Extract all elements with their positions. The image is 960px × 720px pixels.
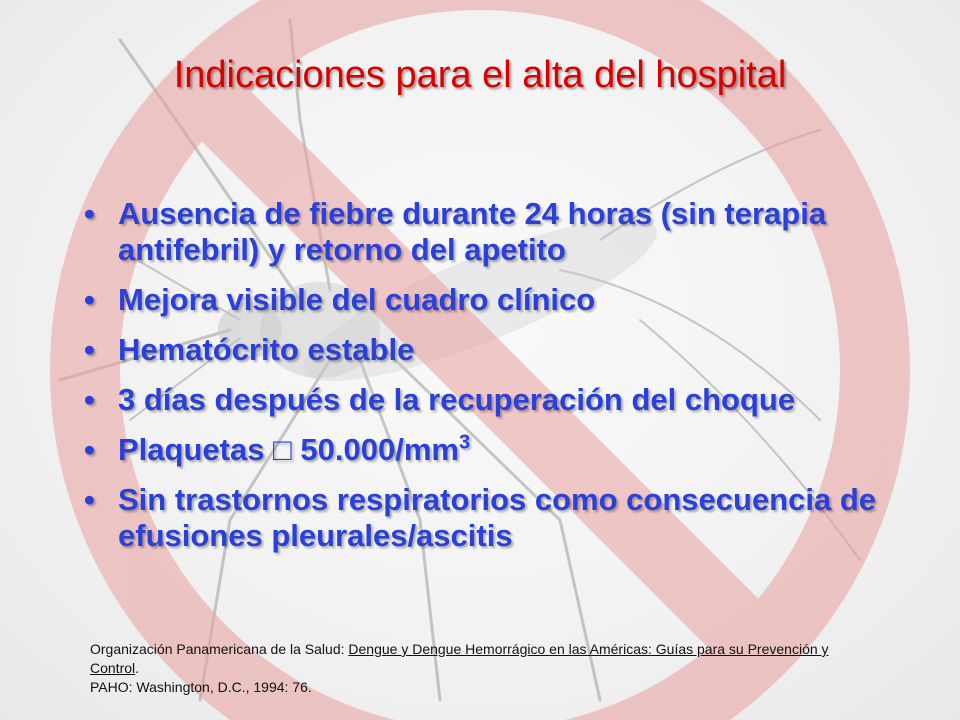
bullet-item: [80, 432, 880, 468]
bullet-glyph: •: [84, 482, 95, 517]
bullet-text: Sin trastornos respiratorios como consecuencia de efusiones pleurales/ascitis: [118, 482, 877, 553]
bullet-glyph: •: [84, 282, 95, 317]
reference-publisher: PAHO: Washington, D.C., 1994: 76.: [90, 679, 312, 695]
bullet-glyph: •: [84, 432, 95, 467]
bullet-glyph: •: [84, 382, 95, 417]
bullet-item: [80, 332, 880, 368]
reference-prefix: Organización Panamericana de la Salud:: [90, 641, 349, 657]
reference-citation: [90, 640, 850, 697]
bullet-item: [80, 196, 880, 268]
reference-suffix: .: [135, 660, 140, 676]
bullet-text: Hematócrito estable: [118, 332, 415, 367]
bullet-text: Ausencia de fiebre durante 24 horas (sin terapia antifebril) y retorno del apetito: [118, 196, 827, 267]
bullet-glyph: •: [84, 332, 95, 367]
superscript: 3: [458, 431, 471, 454]
bullet-text: Mejora visible del cuadro clínico: [118, 282, 596, 317]
reference-title: Dengue y Dengue Hemorrágico en las Américas: Guías para su Prevención y Control: [90, 641, 829, 676]
bullet-item: [80, 282, 880, 318]
bullet-list: [80, 196, 880, 568]
slide-title: Indicaciones para el alta del hospital: [173, 54, 787, 96]
bullet-text: 3 días después de la recuperación del choque: [118, 382, 796, 417]
bullet-glyph: •: [84, 196, 95, 231]
bullet-text: Plaquetas □ 50.000/mm: [118, 432, 459, 467]
bullet-item: [80, 382, 880, 418]
bullet-item: [80, 482, 880, 554]
